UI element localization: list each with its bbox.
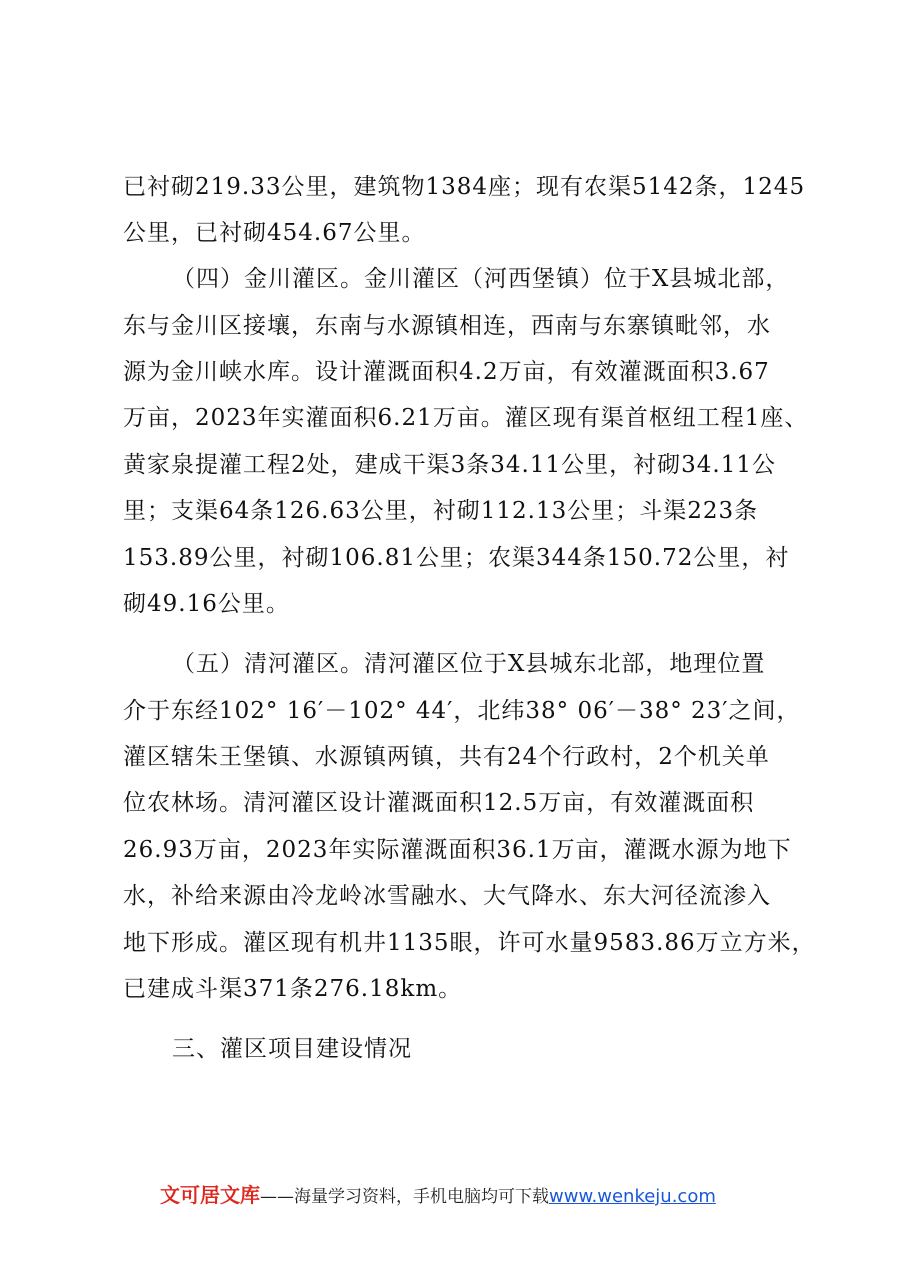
- footer-banner: [160, 1182, 716, 1210]
- paragraph-line: 万亩，2023年实灌面积6.21万亩。灌区现有渠首枢纽工程1座、: [123, 405, 809, 431]
- footer-brand: 文可居文库: [160, 1183, 260, 1207]
- paragraph-line: 灌区辖朱王堡镇、水源镇两镇，共有24个行政村，2个机关单: [123, 744, 770, 770]
- paragraph-line: 位农林场。清河灌区设计灌溉面积12.5万亩，有效灌溉面积: [123, 790, 755, 816]
- section-heading: 三、灌区项目建设情况: [172, 1036, 412, 1062]
- paragraph-line: 153.89公里，衬砌106.81公里；农渠344条150.72公里，衬: [123, 545, 790, 571]
- paragraph-line: 已衬砌219.33公里，建筑物1384座；现有农渠5142条，1245: [123, 174, 806, 200]
- footer-separator: ——: [260, 1187, 294, 1207]
- paragraph-line: 里；支渠64条126.63公里，衬砌112.13公里；斗渠223条: [123, 498, 759, 524]
- paragraph-line: 公里，已衬砌454.67公里。: [123, 220, 426, 246]
- paragraph-line: 东与金川区接壤，东南与水源镇相连，西南与东寨镇毗邻，水: [123, 313, 771, 339]
- paragraph-line: （四）金川灌区。金川灌区（河西堡镇）位于X县城北部，: [172, 266, 790, 292]
- footer-tagline: 海量学习资料，手机电脑均可下载: [294, 1187, 549, 1207]
- paragraph-line: 地下形成。灌区现有机井1135眼，许可水量9583.86万立方米，: [123, 930, 816, 956]
- footer-url-link[interactable]: www.wenkeju.com: [549, 1186, 716, 1207]
- paragraph-line: 水，补给来源由冷龙岭冰雪融水、大气降水、东大河径流渗入: [123, 883, 771, 909]
- paragraph-line: 介于东经102° 16′－102° 44′，北纬38° 06′－38° 23′之间，: [123, 698, 801, 724]
- paragraph-line: 26.93万亩，2023年实际灌溉面积36.1万亩，灌溉水源为地下: [123, 837, 792, 863]
- paragraph-line: 砌49.16公里。: [123, 591, 290, 617]
- paragraph-line: 已建成斗渠371条276.18km。: [123, 976, 463, 1002]
- paragraph-line: （五）清河灌区。清河灌区位于X县城东北部，地理位置: [172, 651, 766, 677]
- paragraph-line: 源为金川峡水库。设计灌溉面积4.2万亩，有效灌溉面积3.67: [123, 359, 770, 385]
- paragraph-line: 黄家泉提灌工程2处，建成干渠3条34.11公里，衬砌34.11公: [123, 452, 776, 478]
